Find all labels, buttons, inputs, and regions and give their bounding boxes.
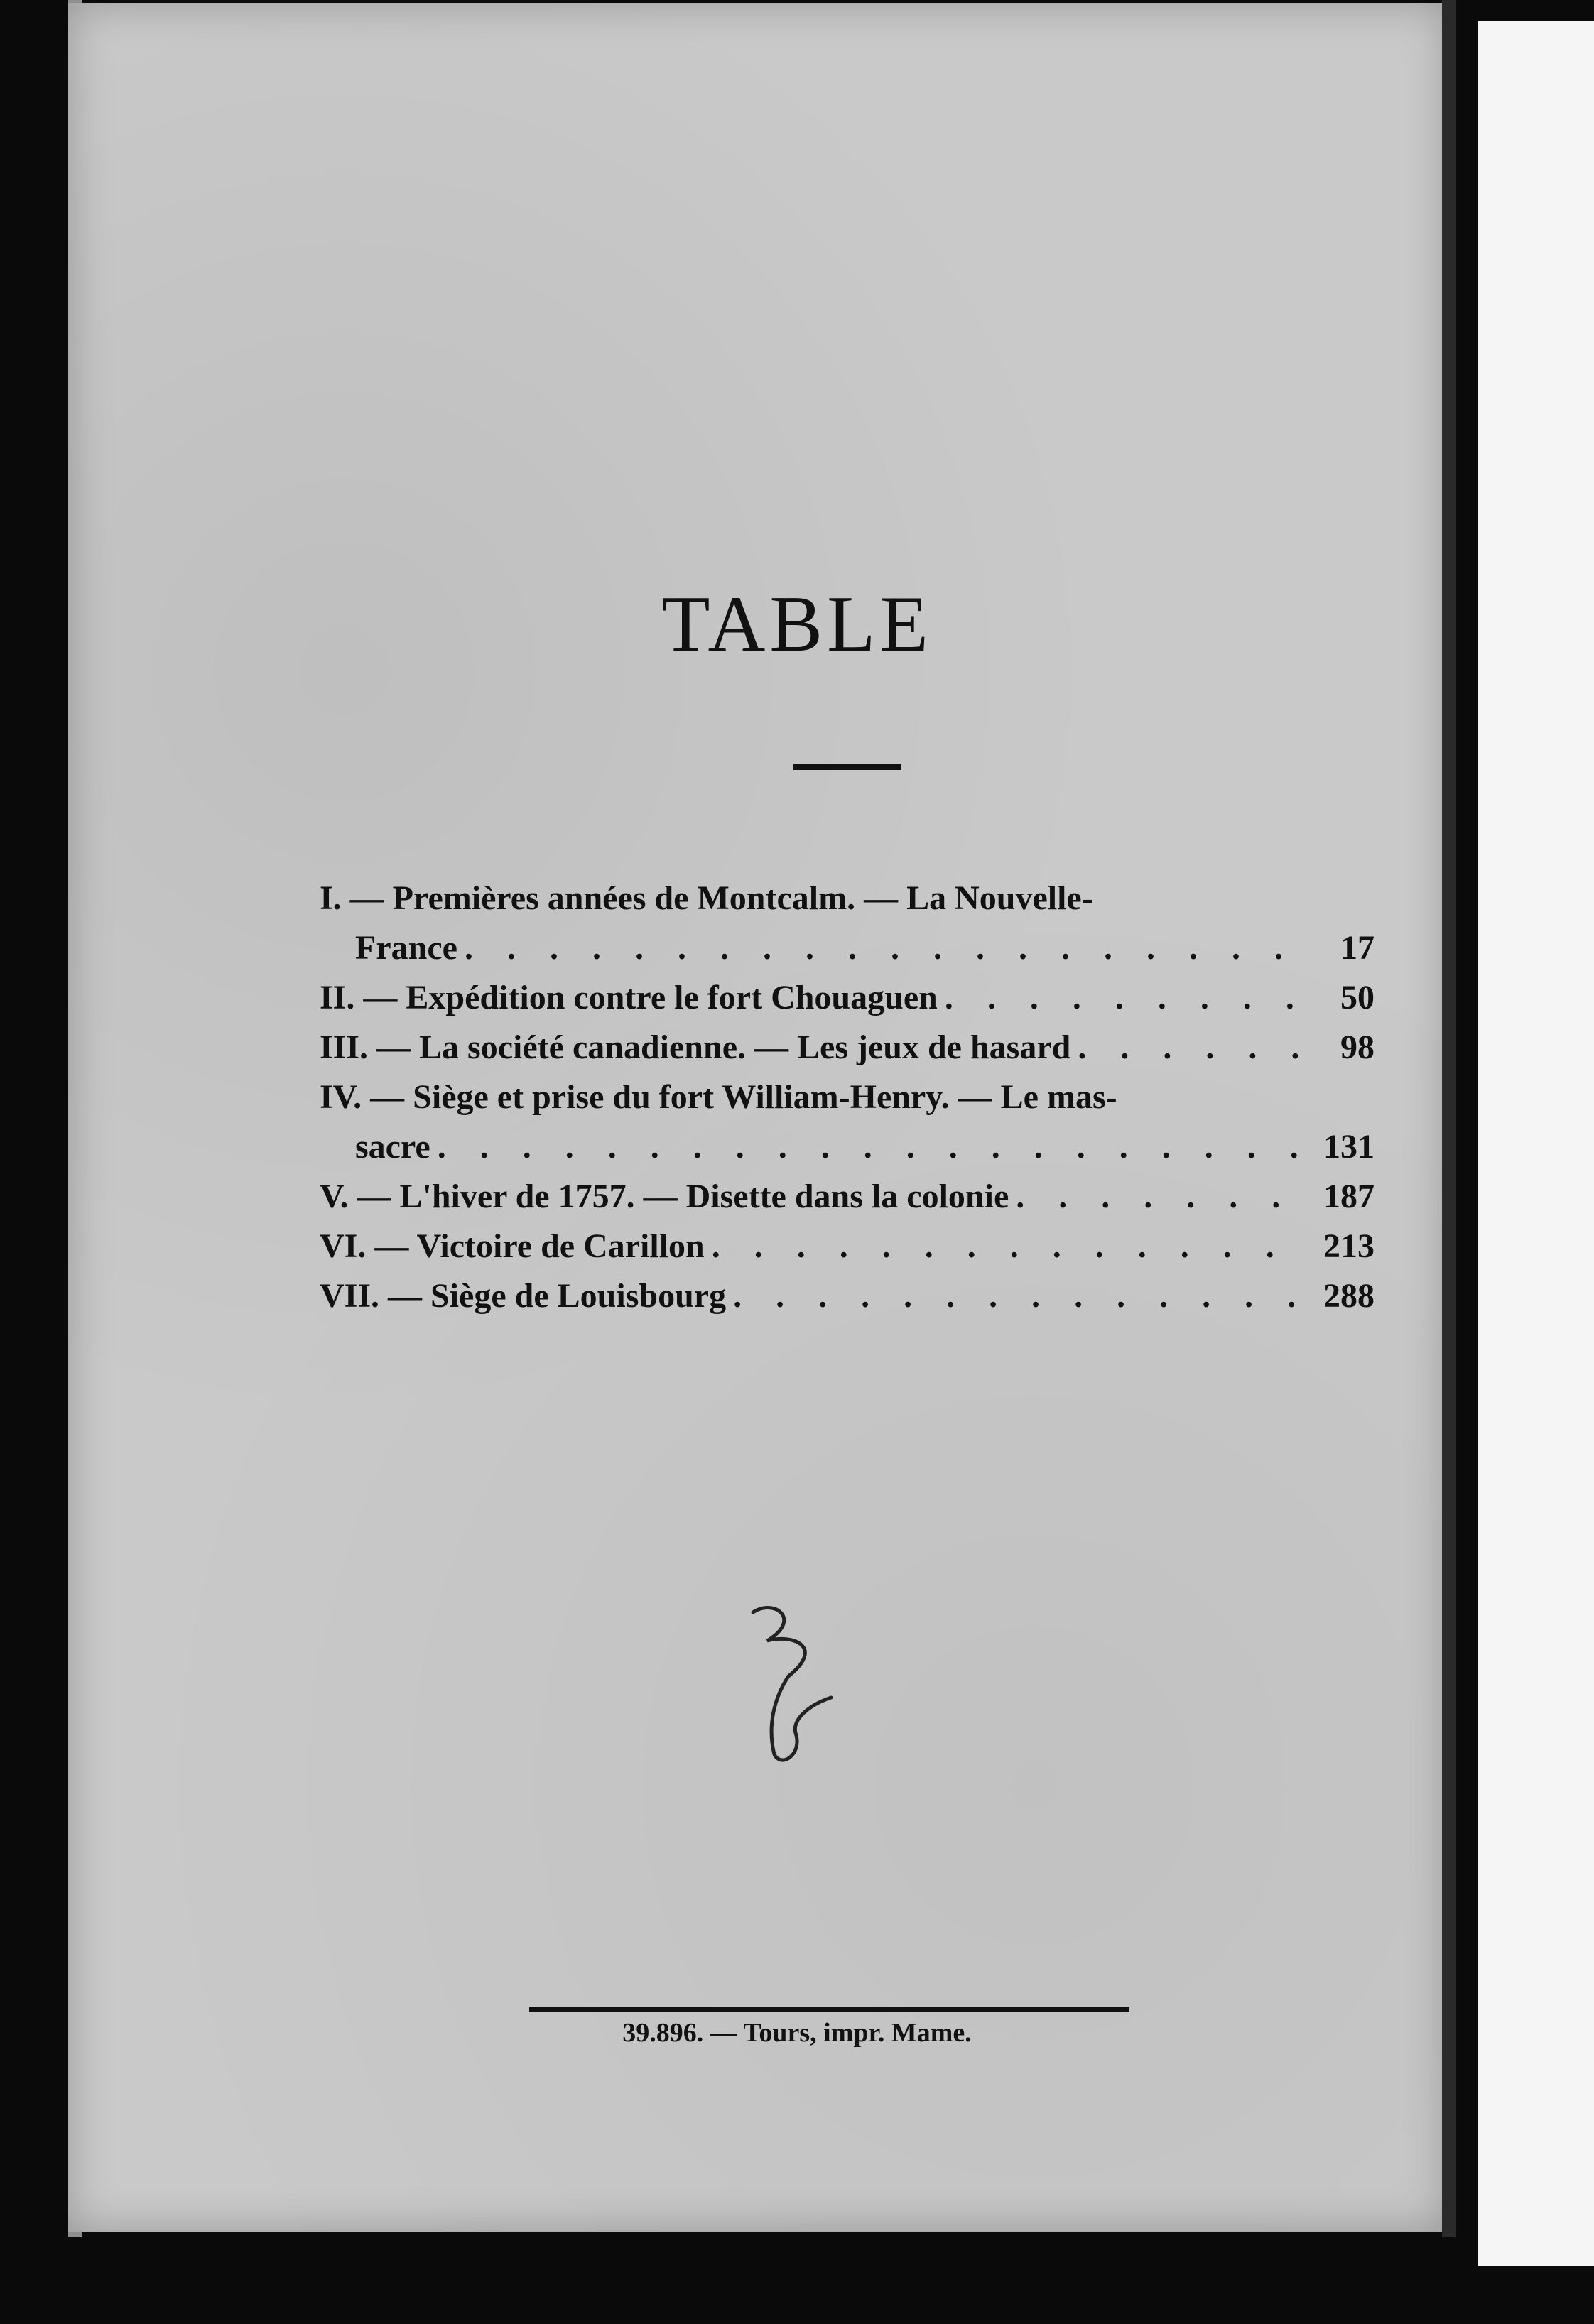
toc-entry-7 — [320, 1271, 1375, 1321]
toc-entry-title: II. — Expédition contre le fort Chouaguen — [320, 979, 938, 1016]
toc-entry-title-continued: sacre — [355, 1128, 430, 1166]
toc-entry-line — [320, 1023, 1375, 1073]
toc-entry-2 — [320, 973, 1375, 1023]
toc-entry-title: VI. — Victoire de Carillon — [320, 1227, 705, 1265]
toc-entry-title-continued: France — [355, 929, 457, 967]
dot-leader — [733, 1271, 1301, 1321]
table-of-contents — [320, 874, 1375, 1321]
toc-entry-3 — [320, 1023, 1375, 1073]
toc-entry-line — [320, 1122, 1375, 1172]
toc-entry-5 — [320, 1172, 1375, 1222]
toc-entry-title: IV. — Siège et prise du fort William-Henry. — Le mas- — [320, 1078, 1117, 1116]
printer-imprint: 39.896. — Tours, impr. Mame. — [622, 2018, 972, 2048]
toc-page-number: 98 — [1340, 1028, 1375, 1066]
dot-leader — [945, 973, 1301, 1023]
dot-leader — [1016, 1172, 1301, 1222]
adjacent-page-edge — [1478, 21, 1594, 2266]
toc-entry-line — [320, 923, 1375, 973]
toc-page-number: 131 — [1323, 1128, 1375, 1166]
handwritten-mark — [725, 1591, 852, 1776]
title-rule — [793, 764, 901, 770]
toc-entry-line — [320, 1271, 1375, 1321]
toc-entry-4 — [320, 1073, 1375, 1172]
toc-entry-6 — [320, 1222, 1375, 1271]
toc-page-number: 17 — [1340, 929, 1375, 967]
footer-rule — [529, 2007, 1129, 2012]
toc-entry-line — [320, 1073, 1375, 1122]
toc-entry-title: VII. — Siège de Louisbourg — [320, 1277, 727, 1315]
toc-entry-title: III. — La société canadienne. — Les jeux de hasard — [320, 1028, 1071, 1066]
page-title: TABLE — [661, 580, 933, 668]
toc-entry-title: I. — Premières années de Montcalm. — La Nouvelle- — [320, 879, 1093, 917]
toc-page-number: 213 — [1323, 1227, 1375, 1265]
toc-entry-line — [320, 1172, 1375, 1222]
toc-entry-title: V. — L'hiver de 1757. — Disette dans la colonie — [320, 1178, 1009, 1215]
toc-entry-1 — [320, 874, 1375, 973]
toc-page-number: 288 — [1323, 1277, 1375, 1315]
dot-leader — [712, 1222, 1301, 1271]
toc-entry-line — [320, 973, 1375, 1023]
toc-entry-line — [320, 1222, 1375, 1271]
toc-page-number: 187 — [1323, 1178, 1375, 1215]
toc-entry-line — [320, 874, 1375, 923]
dot-leader — [465, 923, 1301, 973]
dot-leader — [1078, 1023, 1301, 1073]
page-right-edge — [1442, 0, 1456, 2237]
toc-page-number: 50 — [1340, 979, 1375, 1016]
dot-leader — [438, 1122, 1301, 1172]
